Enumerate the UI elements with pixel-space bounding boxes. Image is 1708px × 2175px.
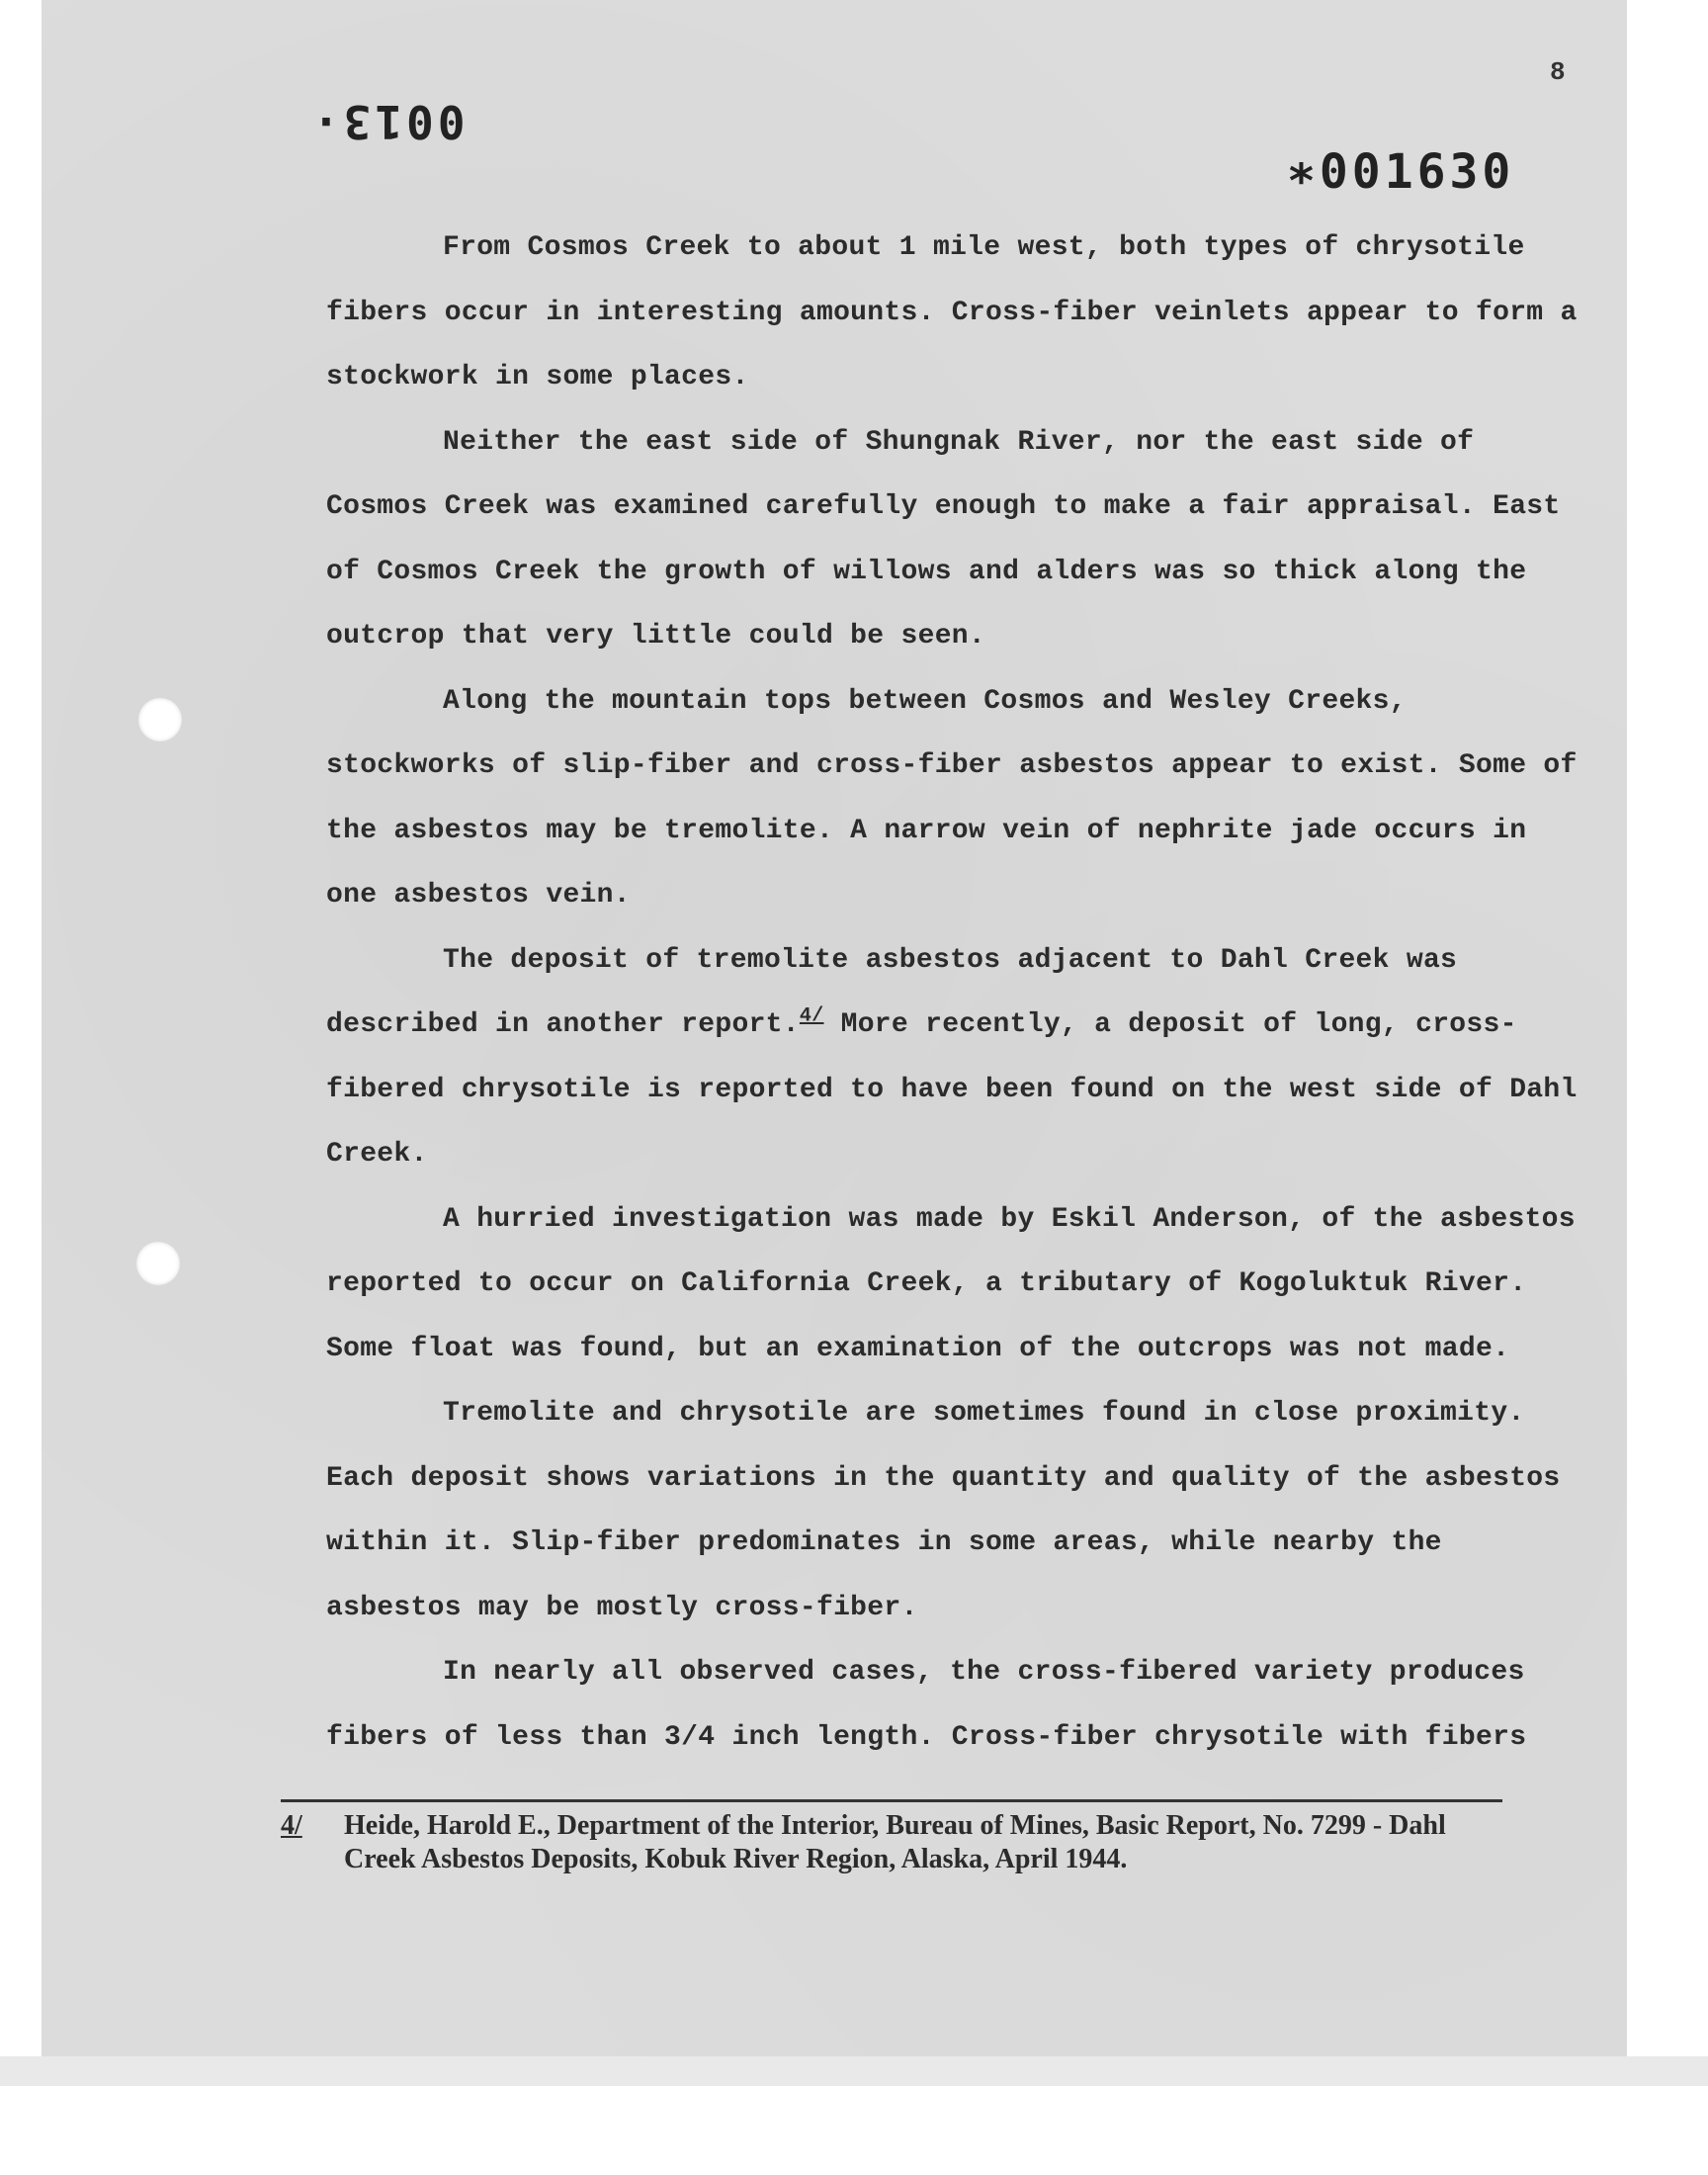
body-text (326, 216, 1591, 1770)
paragraph-7: In nearly all observed cases, the cross-fibered variety produces fibers of less than 3/4 inch length. Cross-fiber chrysotile with fibers (326, 1657, 1527, 1753)
footnote-reference[interactable]: 4/ (799, 1004, 824, 1028)
scanned-page (42, 0, 1627, 2056)
paragraph-4-text-after: More recently, a deposit of long, cross-fibered chrysotile is reported to have been found on the west side of Dahl Creek. (326, 1009, 1578, 1170)
footnote-mark: 4/ (281, 1810, 302, 1841)
paragraph-1: From Cosmos Creek to about 1 mile west, both types of chrysotile fibers occur in interesting amounts. Cross-fiber veinlets appear to form a stockwork in some places. (326, 232, 1578, 392)
paragraph-6: Tremolite and chrysotile are sometimes found in close proximity. Each deposit shows variations in the quantity and quality of the asbestos within it. Slip-fiber predominates in some areas, while nearby the asbestos may be mostly cross-fiber. (326, 1398, 1561, 1623)
page-number: 8 (1550, 57, 1566, 87)
punch-hole-bottom (136, 1242, 180, 1285)
footnote-text: Heide, Harold E., Department of the Interior, Bureau of Mines, Basic Report, No. 7299 - Dahl Creek Asbestos Deposits, Kobuk River Region, Alaska, April 1944. (344, 1810, 1446, 1874)
document-stamp-number: ∗001630 (1287, 144, 1515, 200)
paragraph-4-text-before: The deposit of tremolite asbestos adjacent to Dahl Creek was described in another report. (326, 944, 1458, 1040)
paragraph-3: Along the mountain tops between Cosmos and Wesley Creeks, stockworks of slip-fiber and cross-fiber asbestos appear to exist. Some of the asbestos may be tremolite. A narrow vein of nephrite jade occurs in one asbestos vein. (326, 685, 1578, 911)
document-stamp-inverted: 0013· (308, 95, 497, 148)
paragraph-2: Neither the east side of Shungnak River, nor the east side of Cosmos Creek was examined carefully enough to make a fair appraisal. East of Cosmos Creek the growth of willows and alders was so thick along the outcrop that very little could be seen. (326, 426, 1561, 652)
paragraph-4 (326, 928, 1591, 1187)
footnote (281, 1809, 1496, 1876)
paragraph-5: A hurried investigation was made by Eskil Anderson, of the asbestos reported to occur on California Creek, a tributary of Kogoluktuk River. Some float was found, but an examination of the outcrops was not made. (326, 1203, 1576, 1364)
punch-hole-top (138, 698, 182, 741)
scan-bottom-edge (0, 2056, 1708, 2086)
footnote-divider (281, 1799, 1502, 1802)
